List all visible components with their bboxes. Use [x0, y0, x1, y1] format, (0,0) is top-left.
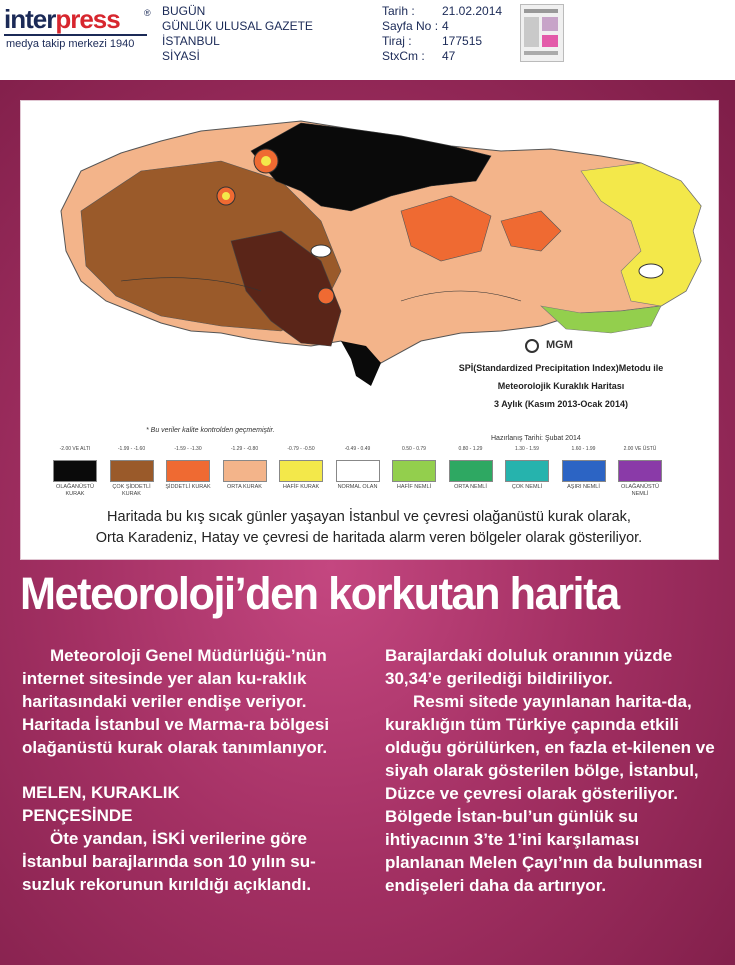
- legend-swatch: [505, 460, 549, 482]
- legend-item: [501, 446, 553, 491]
- legend-swatch: [562, 460, 606, 482]
- legend-range: 0.50 - 0.79: [402, 446, 426, 452]
- legend-item: [162, 446, 214, 491]
- publication-info: [162, 4, 313, 64]
- legend-swatch: [223, 460, 267, 482]
- mgm-logo-text: MGM: [546, 339, 573, 351]
- logo-wordmark: interpress: [4, 4, 120, 34]
- publication-name: BUGÜN: [162, 4, 206, 18]
- article-headline: Meteoroloji’den korkutan harita: [20, 568, 619, 619]
- map-caption: Haritada bu kış sıcak günler yaşayan İstanbul ve çevresi olağanüstü kurak olarak, Orta Karadeniz, Hatay ve çevresi de haritada alarm veren bölgeler olarak gösteriliyor.: [95, 509, 643, 546]
- legend-item: [614, 446, 666, 498]
- legend-label: HAFİF KURAK: [282, 484, 320, 490]
- legend-label: ÇOK ŞİDDETLİ KURAK: [112, 484, 151, 497]
- legend-item: [388, 446, 440, 491]
- mgm-logo-icon: [525, 339, 539, 353]
- article-paragraph: Resmi sitede yayınlanan harita-da, kuraklığın tüm Türkiye çapında etkili olduğu görülürken, en fazla et-kilenen ve siyah olarak gösterilen bölge, İstanbul, Düzce ve çevresi olarak gösteriliyor. Bölgede İstan-bul’un günlük su ihtiyacının 3’te 1’ini karşılaması planlanan Melen Çayı’nın da bulunması endişeleri daha da artırıyor.: [385, 692, 715, 895]
- map-title: SPİ(Standardized Precipitation Index)Metodu ile Meteorolojik Kuraklık Haritası 3 Aylık (Kasım 2013-Ocak 2014): [458, 363, 664, 409]
- article-paragraph: Öte yandan, İSKİ verilerine göre İstanbul barajlarında son 10 yılın su-suzluk rekorunun kırıldığı açıklandı.: [22, 829, 316, 894]
- clipping-header: [0, 0, 735, 78]
- legend-item: [445, 446, 497, 491]
- legend-label: NORMAL OLAN: [337, 484, 378, 490]
- meta-date: Tarih : 21.02.2014: [382, 4, 503, 18]
- meta-circulation: Tiraj : 177515: [382, 34, 483, 48]
- logo-tagline: medya takip merkezi 1940: [6, 38, 135, 50]
- legend-item: [49, 446, 101, 498]
- map-date: Hazırlanış Tarihi: Şubat 2014: [491, 435, 581, 442]
- publication-category: SİYASİ: [162, 49, 200, 63]
- legend-label: ÇOK NEMLİ: [511, 484, 543, 490]
- legend-range: 0.80 - 1.29: [458, 446, 483, 452]
- meta-page: Sayfa No : 4: [382, 19, 449, 33]
- legend-range: 1.60 - 1.99: [571, 446, 596, 452]
- map-lake: [311, 245, 331, 257]
- legend-swatch: [166, 460, 210, 482]
- legend-label: OLAĞANÜSTÜ KURAK: [56, 484, 94, 497]
- map-note: * Bu veriler kalite kontrolden geçmemiştir.: [146, 427, 275, 434]
- publication-type: GÜNLÜK ULUSAL GAZETE: [162, 19, 313, 33]
- publication-city: İSTANBUL: [162, 34, 220, 48]
- article-paragraph: Barajlardaki doluluk oranının yüzde 30,34’e gerilediği bildiriliyor.: [385, 646, 673, 688]
- legend-range: -0.49 - 0.49: [344, 446, 371, 452]
- article: [0, 80, 735, 965]
- legend-swatch: [110, 460, 154, 482]
- legend-item: [558, 446, 610, 491]
- legend-label: OLAĞANÜSTÜ NEMLİ: [621, 484, 659, 497]
- legend-label: ORTA NEMLİ: [454, 484, 487, 490]
- map-hotspot: [318, 288, 334, 304]
- registered-mark: ®: [144, 8, 151, 18]
- legend-range: -1.99 - -1.60: [117, 446, 146, 452]
- logo-rule: [4, 34, 147, 36]
- legend-swatch: [618, 460, 662, 482]
- legend-swatch: [336, 460, 380, 482]
- legend-range: 2.00 VE ÜSTÜ: [623, 446, 657, 452]
- meta-stxcm: StxCm : 47: [382, 49, 456, 63]
- legend-label: ORTA KURAK: [227, 484, 262, 490]
- article-column-2: [385, 644, 715, 897]
- article-column-1: [22, 644, 342, 896]
- legend-item: [106, 446, 158, 498]
- legend-label: ŞİDDETLİ KURAK: [165, 484, 211, 490]
- legend-range: -1.59 - -1.30: [174, 446, 202, 452]
- map-legend: [49, 446, 699, 516]
- interpress-logo: [4, 4, 154, 54]
- article-paragraph: Meteoroloji Genel Müdürlüğü-’nün internet sitesinde yer alan ku-raklık haritasındaki veriler endişe veriyor. Haritada İstanbul ve Marma-ra bölgesi olağanüstü kurak olarak tanımlanıyor.: [22, 646, 330, 757]
- legend-item: [275, 446, 327, 491]
- legend-range: -1.29 - -0.80: [230, 446, 259, 452]
- article-subhead: MELEN, KURAKLIK PENÇESİNDE: [22, 783, 180, 825]
- legend-range: 1.30 - 1.59: [515, 446, 539, 452]
- legend-range: -2.00 VE ALTI: [59, 446, 91, 452]
- legend-item: [332, 446, 384, 491]
- page-thumbnail[interactable]: [520, 4, 564, 62]
- legend-swatch: [449, 460, 493, 482]
- legend-range: -0.79 - -0.50: [287, 446, 315, 452]
- legend-swatch: [279, 460, 323, 482]
- map-panel: [20, 100, 719, 560]
- legend-label: HAFİF NEMLİ: [396, 484, 432, 490]
- legend-swatch: [53, 460, 97, 482]
- legend-swatch: [392, 460, 436, 482]
- legend-label: AŞIRI NEMLİ: [567, 484, 600, 490]
- map-lake-van: [639, 264, 663, 278]
- legend-item: [219, 446, 271, 491]
- clipping-meta: [382, 4, 502, 64]
